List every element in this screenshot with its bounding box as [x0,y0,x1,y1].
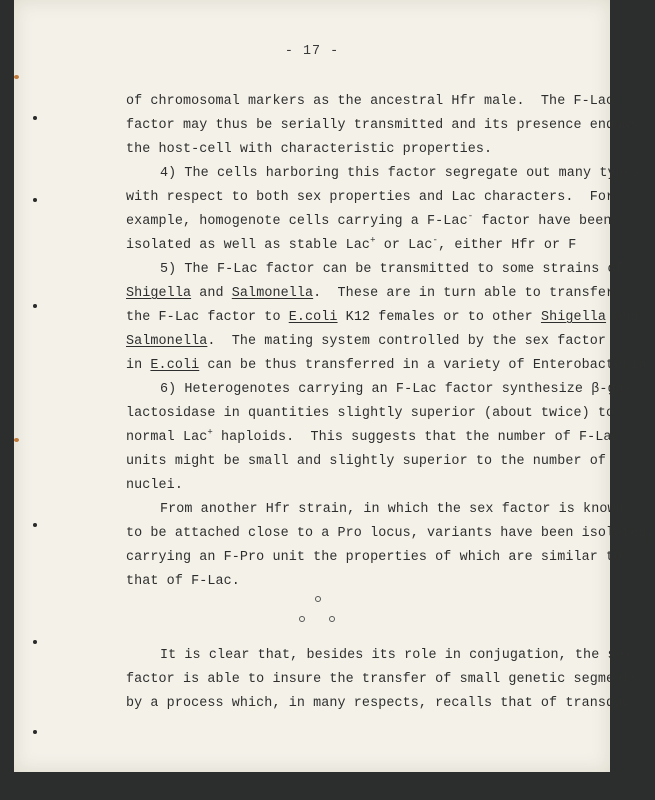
item-6-line: lactosidase in quantities slightly superior (about twice) to [126,406,615,421]
binder-hole-mark [33,523,37,527]
text-segment: factor have been [473,214,612,229]
document-page [14,0,655,772]
superscript: - [467,211,474,222]
binder-mark [14,75,19,79]
item-5-line [126,310,639,325]
text-line: carrying an F-Pro unit the properties of which are similar to [126,550,623,565]
item-4-line [126,211,612,229]
superscript: - [432,235,439,246]
section-separator-dot [299,616,305,622]
species-name: E.coli [288,310,338,325]
species-name: Salmonella [231,286,314,301]
item-6-line [126,427,620,445]
item-6-line: nuclei. [126,478,183,493]
text-segment: and [606,310,639,325]
text-line: factor is able to insure the transfer of small genetic segments [126,672,639,687]
text-line: It is clear that, besides its role in conjugation, the sex [160,648,632,663]
superscript: + [370,235,376,246]
text-segment: , either Hfr or F [438,238,577,253]
text-line: that of F-Lac. [126,574,240,589]
binder-hole-mark [33,198,37,202]
binder-hole-mark [33,116,37,120]
item-5-line: 5) The F-Lac factor can be transmitted to some strains of [160,262,624,277]
text-line: the host-cell with characteristic properties. [126,142,493,157]
text-segment: . These are in turn able to transfer [313,286,615,301]
binder-hole-mark [33,304,37,308]
item-4-line [126,235,577,253]
section-separator-dot [315,596,321,602]
species-name: Salmonella [126,334,208,349]
binder-hole-mark [33,640,37,644]
species-name: E.coli [150,358,200,373]
text-line: to be attached close to a Pro locus, variants have been isolated, [126,526,655,541]
item-5-line [126,358,655,373]
item-4-line: with respect to both sex properties and Lac characters. For [126,190,615,205]
binder-hole-mark [33,730,37,734]
item-5-line [126,334,606,349]
text-segment: in [126,358,151,373]
text-segment: isolated as well as stable Lac [126,238,371,253]
item-6-line: 6) Heterogenotes carrying an F-Lac factor synthesize β-ga- [160,382,632,397]
text-segment: . The mating system controlled by the sex factor [207,334,607,349]
text-segment: and [191,286,232,301]
text-segment: example, homogenote cells carrying a F-Lac [126,214,468,229]
text-line: From another Hfr strain, in which the sex factor is known [160,502,624,517]
text-line: factor may thus be serially transmitted and its presence endows [126,118,639,133]
species-name: Shigella [540,310,607,325]
item-6-line: units might be small and slightly superior to the number of [126,454,607,469]
text-segment: haploids. This suggests that the number of F-Lac [212,430,620,445]
superscript: + [207,427,213,438]
section-separator-dot [329,616,335,622]
text-segment: the F-Lac factor to [126,310,289,325]
text-line: of chromosomal markers as the ancestral Hfr male. The F-Lac [126,94,615,109]
text-segment: K12 females or to other [337,310,541,325]
text-line: by a process which, in many respects, recalls that of transduc- [126,696,639,711]
item-4-line: 4) The cells harboring this factor segregate out many types [160,166,641,181]
text-segment: can be thus transferred in a variety of Enterobacteria. [199,358,655,373]
binder-mark [14,438,19,442]
species-name: Shigella [126,286,192,301]
item-5-line [126,286,614,301]
text-segment: normal Lac [126,430,208,445]
page-number: - 17 - [284,44,340,59]
text-segment: or Lac [375,238,433,253]
